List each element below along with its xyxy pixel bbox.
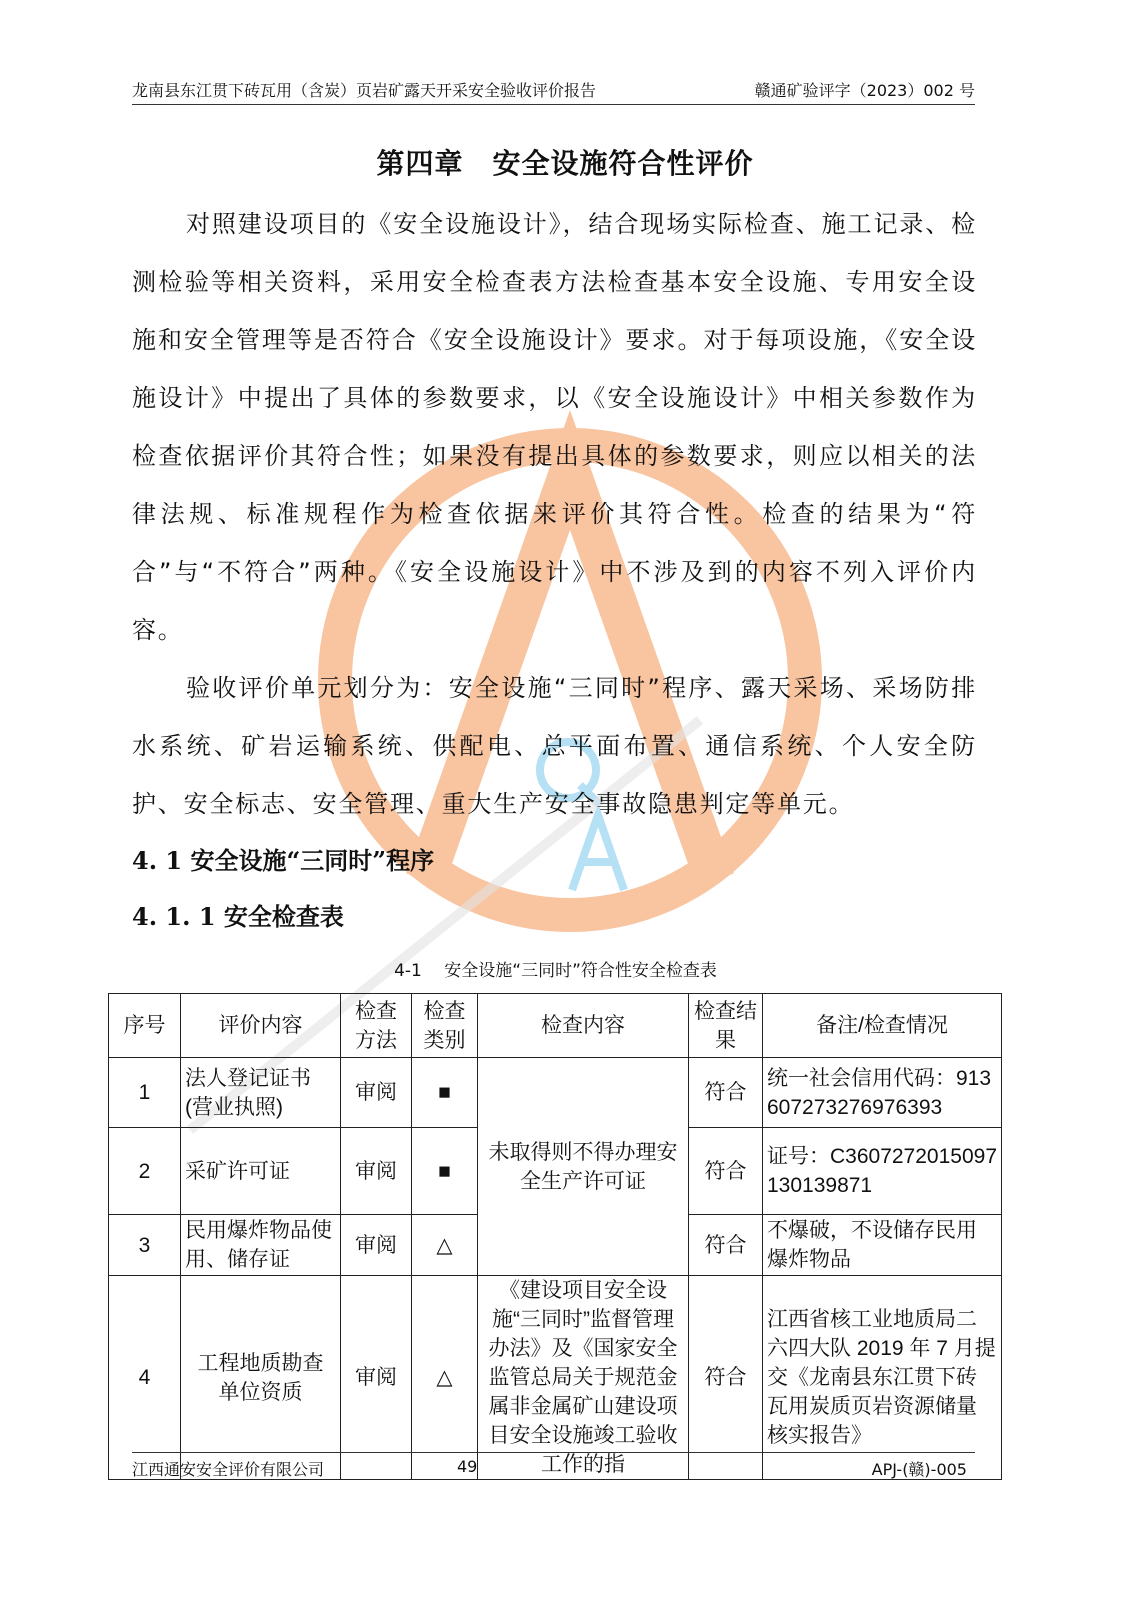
table-header-row [109,994,1002,1058]
cell-result: 符合 [689,1276,763,1480]
header-cell: 评价内容 [181,994,341,1058]
footer-code: APJ-(赣)-005 [871,1460,967,1479]
cell-item: 工程地质勘查单位资质 [181,1276,341,1480]
page-footer [132,1452,975,1481]
paragraph: 验收评价单元划分为：安全设施“三同时”程序、露天采场、采场防排水系统、矿岩运输系统、供配电、总平面布置、通信系统、个人安全防护、安全标志、安全管理、重大生产安全事故隐患判定等单元。 [132,674,977,818]
cell-remark: 不爆破，不设储存民用爆炸物品 [763,1215,1002,1276]
body-text [132,195,977,833]
cell-content: 未取得则不得办理安全生产许可证 [478,1058,689,1276]
cell-item: 法人登记证书(营业执照) [181,1058,341,1128]
header-cell: 检查方法 [341,994,412,1058]
header-cell: 检查结果 [689,994,763,1058]
cell-remark: 统一社会信用代码：91360727327697639​3 [763,1058,1002,1128]
header-cell: 检查类别 [412,994,478,1058]
cell-method: 审阅 [341,1058,412,1128]
cell-method: 审阅 [341,1128,412,1215]
cell-result: 符合 [689,1215,763,1276]
cell-no: 4 [109,1276,181,1480]
checklist-table [108,993,1002,1480]
table-row [109,1058,1002,1128]
cell-category: ■ [412,1128,478,1215]
paragraph: 对照建设项目的《安全设施设计》，结合现场实际检查、施工记录、检测检验等相关资料，采用安全检查表方法检查基本安全设施、专用安全设施和安全管理等是否符合《安全设施设计》要求。对于每项设施，《安全设施设计》中提出了具体的参数要求，以《安全设施设计》中相关参数作为检查依据评价其符合性；如果没有提出具体的参数要求，则应以相关的法律法规、标准规程作为检查依据来评价其符合性。检查的结果为“符合”与“不符合”两种。《安全设施设计》中不涉及到的内容不列入评价内容。 [132,210,977,644]
header-cell: 检查内容 [478,994,689,1058]
cell-method: 审阅 [341,1215,412,1276]
cell-category: ■ [412,1058,478,1128]
cell-item: 采矿许可证 [181,1128,341,1215]
table-caption: 4-1 安全设施“三同时”符合性安全检查表 [394,961,717,981]
page-number: 49 [457,1457,478,1476]
cell-result: 符合 [689,1128,763,1215]
header-doc-number: 赣通矿验评字（2023）002 号 [754,81,975,100]
header-report-title: 龙南县东江贯下砖瓦用（含炭）页岩矿露天开采安全验收评价报告 [132,81,597,100]
cell-remark: 证号：C3607272015097130139871 [763,1128,1002,1215]
table-row [109,1276,1002,1480]
page-header [132,78,975,105]
cell-no: 1 [109,1058,181,1128]
header-cell: 备注/检查情况 [763,994,1002,1058]
subsection-heading: 4. 1. 1 安全检查表 [132,902,344,931]
cell-remark: 江西省核工业地质局二六四大队 2019 年 7 月提交《龙南县东江贯下砖瓦用炭质页岩资源储量核实报告》 [763,1276,1002,1480]
cell-item: 民用爆炸物品使用、储存证 [181,1215,341,1276]
cell-method: 审阅 [341,1276,412,1480]
header-cell: 序号 [109,994,181,1058]
cell-no: 3 [109,1215,181,1276]
footer-company: 江西通安安全评价有限公司 [132,1460,325,1479]
cell-result: 符合 [689,1058,763,1128]
cell-content: 《建设项目安全设施“三同时”监督管理办法》及《国家安全监管总局关于规范金属非金属矿山建设项目安全设施竣工验收工作的指 [478,1276,689,1480]
chapter-title: 第四章 安全设施符合性评价 [376,147,754,180]
cell-no: 2 [109,1128,181,1215]
page-content [108,195,1003,1480]
cell-category: △ [412,1215,478,1276]
cell-category: △ [412,1276,478,1480]
section-heading: 4. 1 安全设施“三同时”程序 [132,846,435,875]
